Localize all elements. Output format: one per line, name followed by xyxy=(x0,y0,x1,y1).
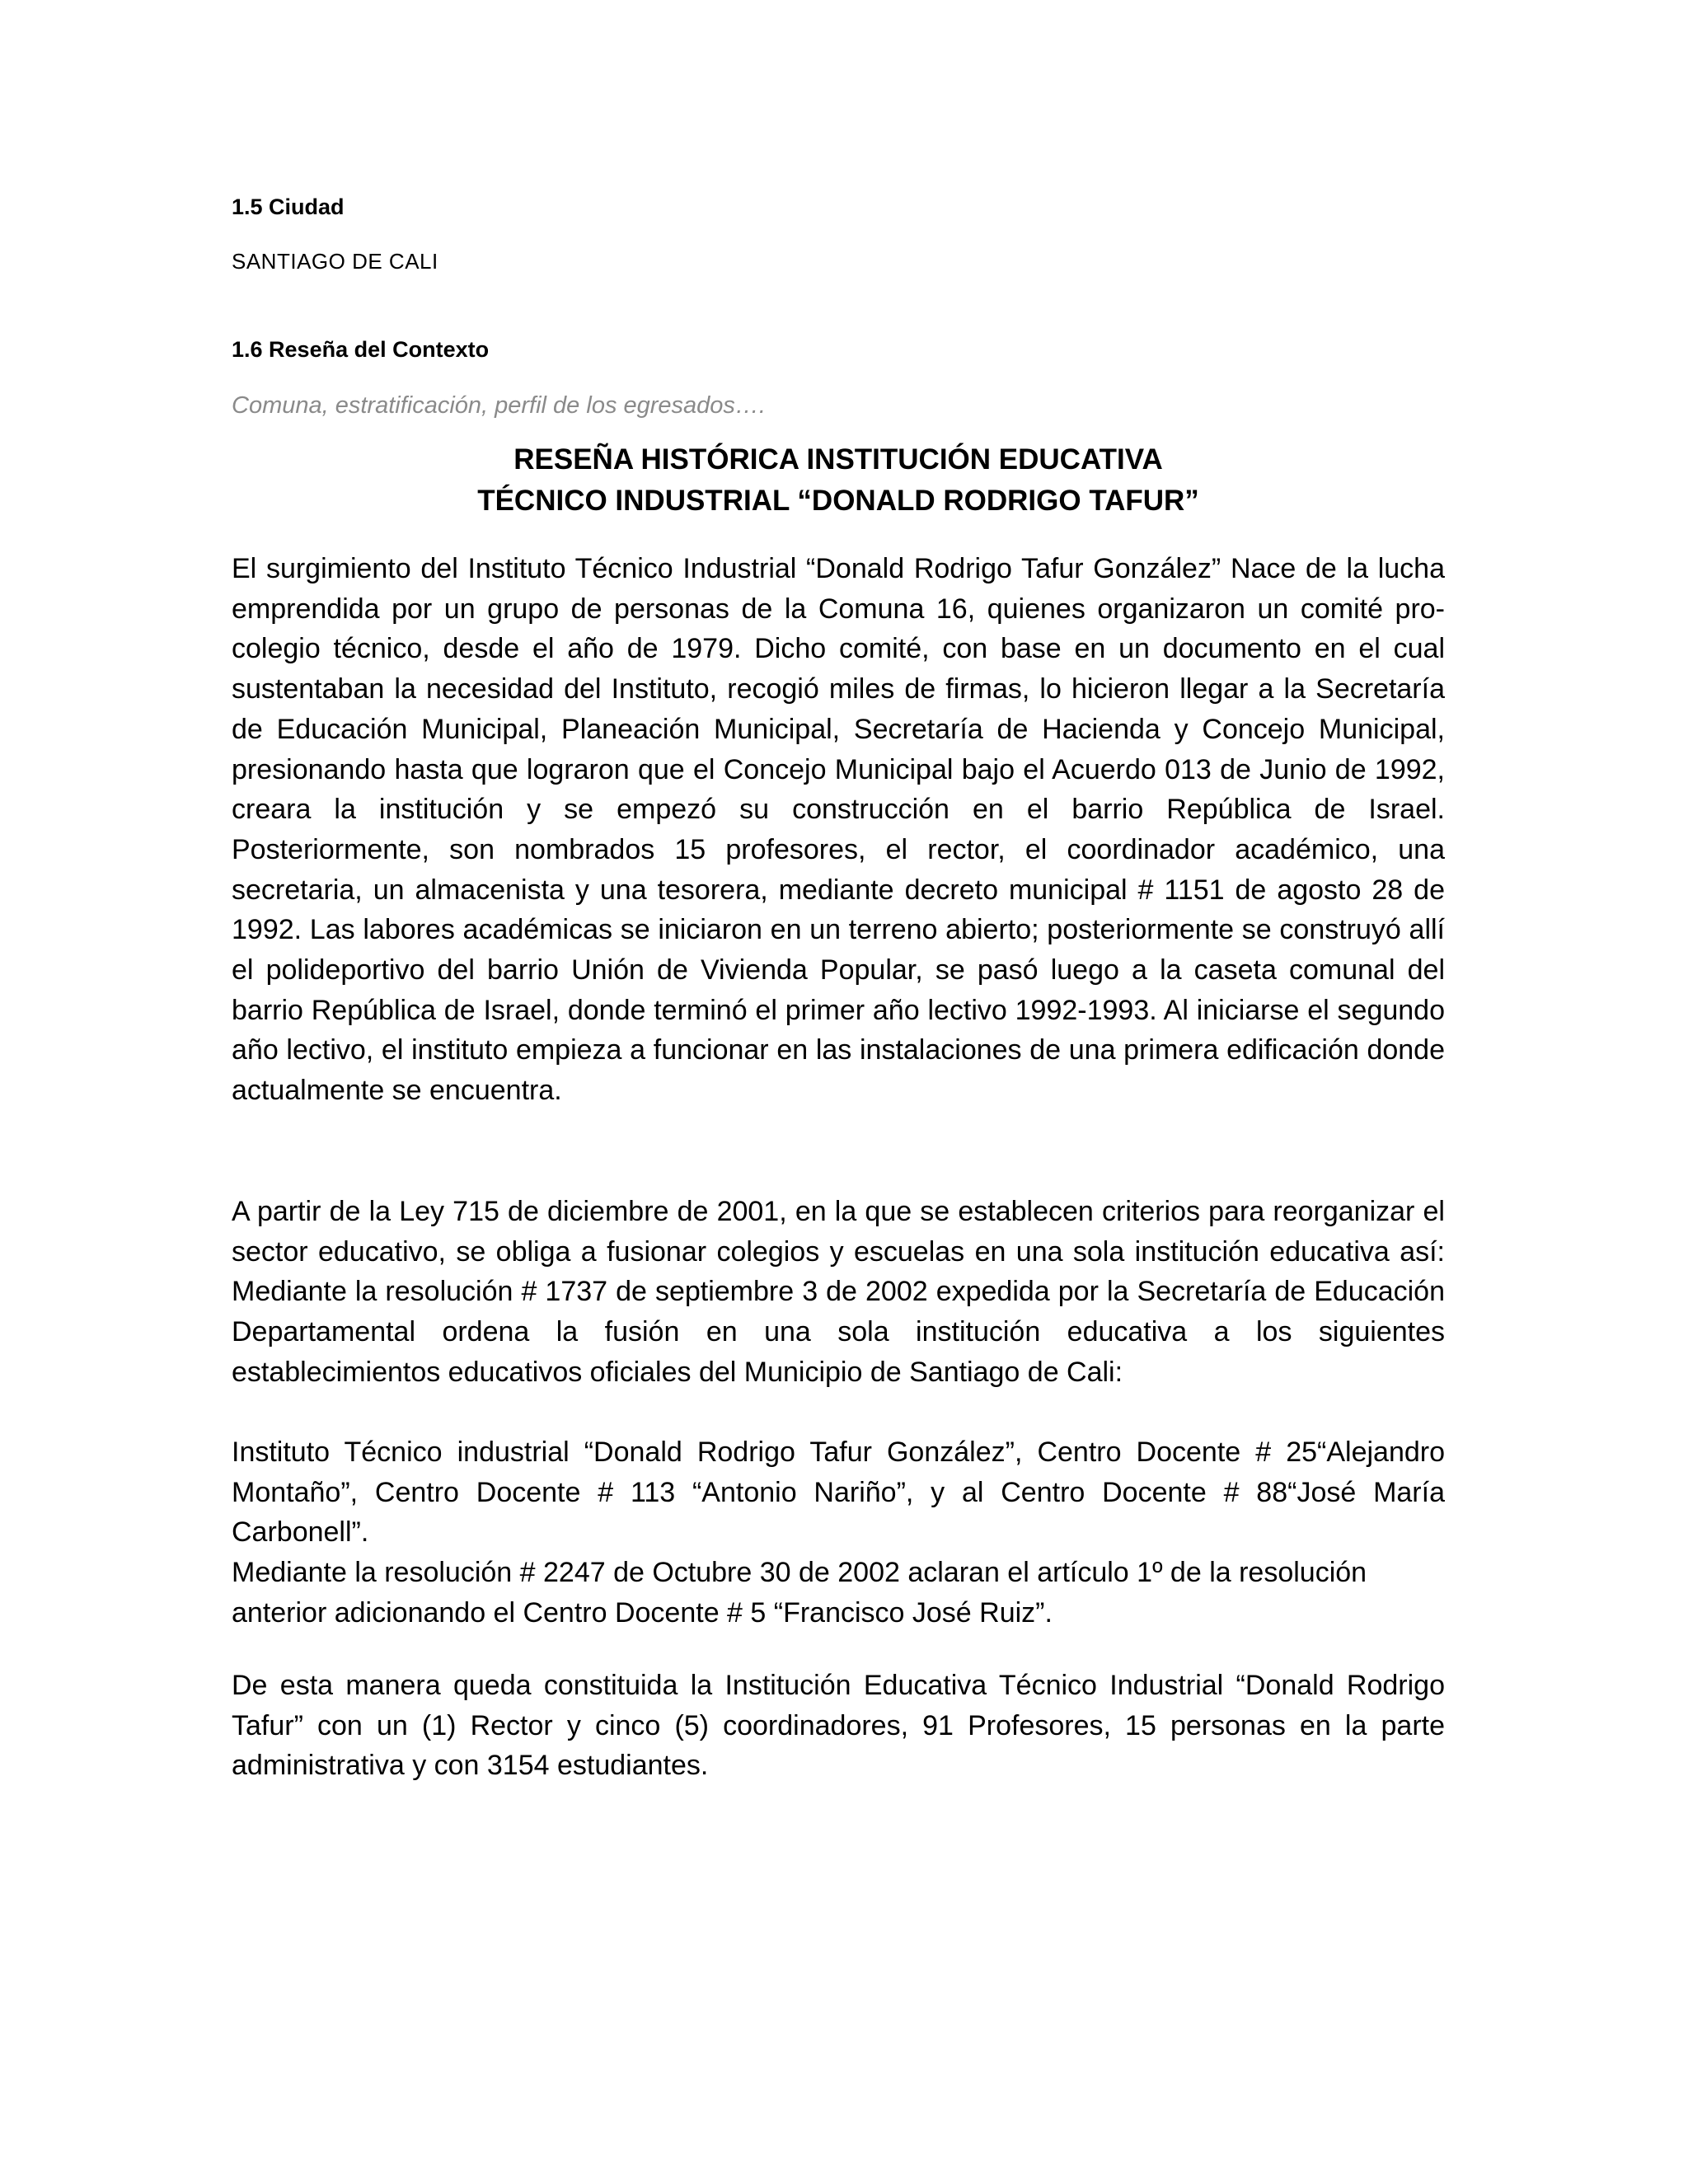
title-line-1: RESEÑA HISTÓRICA INSTITUCIÓN EDUCATIVA xyxy=(513,443,1163,476)
document-title xyxy=(232,439,1445,522)
paragraph-ley-715: A partir de la Ley 715 de diciembre de 2001, en la que se establecen criterios para reorganizar el sector educativo, se obliga a fusionar colegios y escuelas en una sola institución educativa así: Mediante la resolución # 1737 de septiembre 3 de 2002 expedida por la Secretaría de Educación Departamental ordena la fusión en una sola institución educativa a los siguientes establecimientos educativos oficiales del Municipio de Santiago de Cali: xyxy=(232,1196,1445,1388)
paragraph-resolution-2247: Mediante la resolución # 2247 de Octubre 30 de 2002 aclaran el artículo 1º de la resolución anterior adicionando el Centro Docente # 5 “Francisco José Ruiz”. xyxy=(232,1557,1367,1629)
paragraph-establishments: Instituto Técnico industrial “Donald Rodrigo Tafur González”, Centro Docente # 25“Alejandro Montaño”, Centro Docente # 113 “Antonio Nariño”, y al Centro Docente # 88“José María Carbonell”. xyxy=(232,1436,1445,1549)
section-heading-resena: 1.6 Reseña del Contexto xyxy=(232,337,490,362)
paragraph-constitution: De esta manera queda constituida la Institución Educativa Técnico Industrial “Donald Rodrigo Tafur” con un (1) Rector y cinco (5) coordinadores, 91 Profesores, 15 personas en la parte administrativa y con 3154 estudiantes. xyxy=(232,1670,1445,1782)
context-note: Comuna, estratificación, perfil de los egresados…. xyxy=(232,392,766,419)
city-value: SANTIAGO DE CALI xyxy=(232,249,438,274)
section-heading-ciudad: 1.5 Ciudad xyxy=(232,194,345,219)
title-line-2: TÉCNICO INDUSTRIAL “DONALD RODRIGO TAFUR” xyxy=(477,485,1199,517)
paragraph-origin: El surgimiento del Instituto Técnico Industrial “Donald Rodrigo Tafur González” Nace de la lucha emprendida por un grupo de personas de la Comuna 16, quienes organizaron un comité pro-colegio técnico, desde el año de 1979. Dicho comité, con base en un documento en el cual sustentaban la necesidad del Instituto, recogió miles de firmas, lo hicieron llegar a la Secretaría de Educación Municipal, Planeación Municipal, Secretaría de Hacienda y Concejo Municipal, presionando hasta que lograron que el Concejo Municipal bajo el Acuerdo 013 de Junio de 1992, creara la institución y se empezó su construcción en el barrio República de Israel. Posteriormente, son nombrados 15 profesores, el rector, el coordinador académico, una secretaria, un almacenista y una tesorera, mediante decreto municipal # 1151 de agosto 28 de 1992. Las labores académicas se iniciaron en un terreno abierto; posteriormente se construyó allí el polideportivo del barrio Unión de Vivienda Popular, se pasó luego a la caseta comunal del barrio República de Israel, donde terminó el primer año lectivo 1992-1993. Al iniciarse el segundo año lectivo, el instituto empieza a funcionar en las instalaciones de una primera edificación donde actualmente se encuentra. xyxy=(232,553,1445,1107)
